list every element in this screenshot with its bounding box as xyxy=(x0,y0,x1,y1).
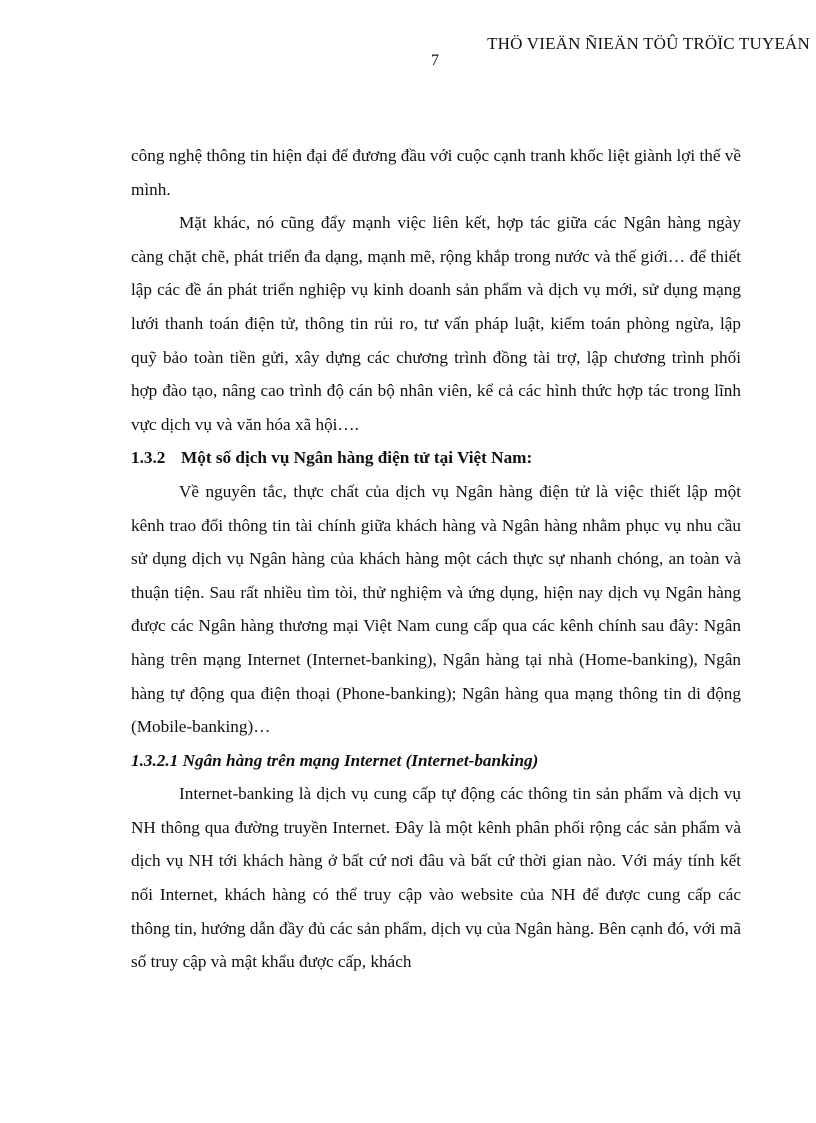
section-number: 1.3.2 xyxy=(131,448,166,468)
subsection-heading: 1.3.2.1 Ngân hàng trên mạng Internet (Internet-banking) xyxy=(131,750,539,770)
paragraph-continuation: công nghệ thông tin hiện đại để đương đầu với cuộc cạnh tranh khốc liệt giành lợi thế về mình. xyxy=(131,146,741,199)
paragraph-cooperation: Mặt khác, nó cũng đẩy mạnh việc liên kết, hợp tác giữa các Ngân hàng ngày càng chặt chẽ, phát triển đa dạng, mạnh mẽ, rộng khắp trong nước và thế giới… để thiết lập các đề án phát triển nghiệp vụ kinh doanh sản phẩm và dịch vụ mới, sử dụng mạng lưới thanh toán điện tử, thông tin rủi ro, tư vấn pháp luật, kiểm toán phòng ngừa, lập quỹ bảo toàn tiền gửi, xây dựng các chương trình đồng tài trợ, lập chương trình phối hợp đào tạo, nâng cao trình độ cán bộ nhân viên, kể cả các hình thức hợp tác trong lĩnh vực dịch vụ và văn hóa xã hội…. xyxy=(131,213,741,434)
library-watermark: THÖ VIEÄN ÑIEÄN TÖÛ TRÖÏC TUYEÁN xyxy=(487,34,810,53)
section-heading xyxy=(131,441,741,475)
page-number: 7 xyxy=(431,52,439,69)
paragraph-internet-banking: Internet-banking là dịch vụ cung cấp tự động các thông tin sản phẩm và dịch vụ NH thông qua đường truyền Internet. Đây là một kênh phân phối rộng các sản phẩm và dịch vụ NH tới khách hàng ở bất cứ nơi đâu và bất cứ thời gian nào. Với máy tính kết nối Internet, khách hàng có thể truy cập vào website của NH để được cung cấp các thông tin, hướng dẫn đầy đủ các sản phẩm, dịch vụ của Ngân hàng. Bên cạnh đó, với mã số truy cập và mật khẩu được cấp, khách xyxy=(131,784,741,972)
paragraph-principle: Về nguyên tắc, thực chất của dịch vụ Ngân hàng điện tử là việc thiết lập một kênh trao đổi thông tin tài chính giữa khách hàng và Ngân hàng nhằm phục vụ nhu cầu sử dụng dịch vụ Ngân hàng của khách hàng một cách thực sự nhanh chóng, an toàn và thuận tiện. Sau rất nhiều tìm tòi, thử nghiệm và ứng dụng, hiện nay dịch vụ Ngân hàng được các Ngân hàng thương mại Việt Nam cung cấp qua các kênh chính sau đây: Ngân hàng trên mạng Internet (Internet-banking), Ngân hàng tại nhà (Home-banking), Ngân hàng tự động qua điện thoại (Phone-banking); Ngân hàng qua mạng thông tin di động (Mobile-banking)… xyxy=(131,481,741,737)
document-body xyxy=(131,139,741,979)
section-title: Một số dịch vụ Ngân hàng điện tử tại Việt Nam: xyxy=(181,448,533,468)
